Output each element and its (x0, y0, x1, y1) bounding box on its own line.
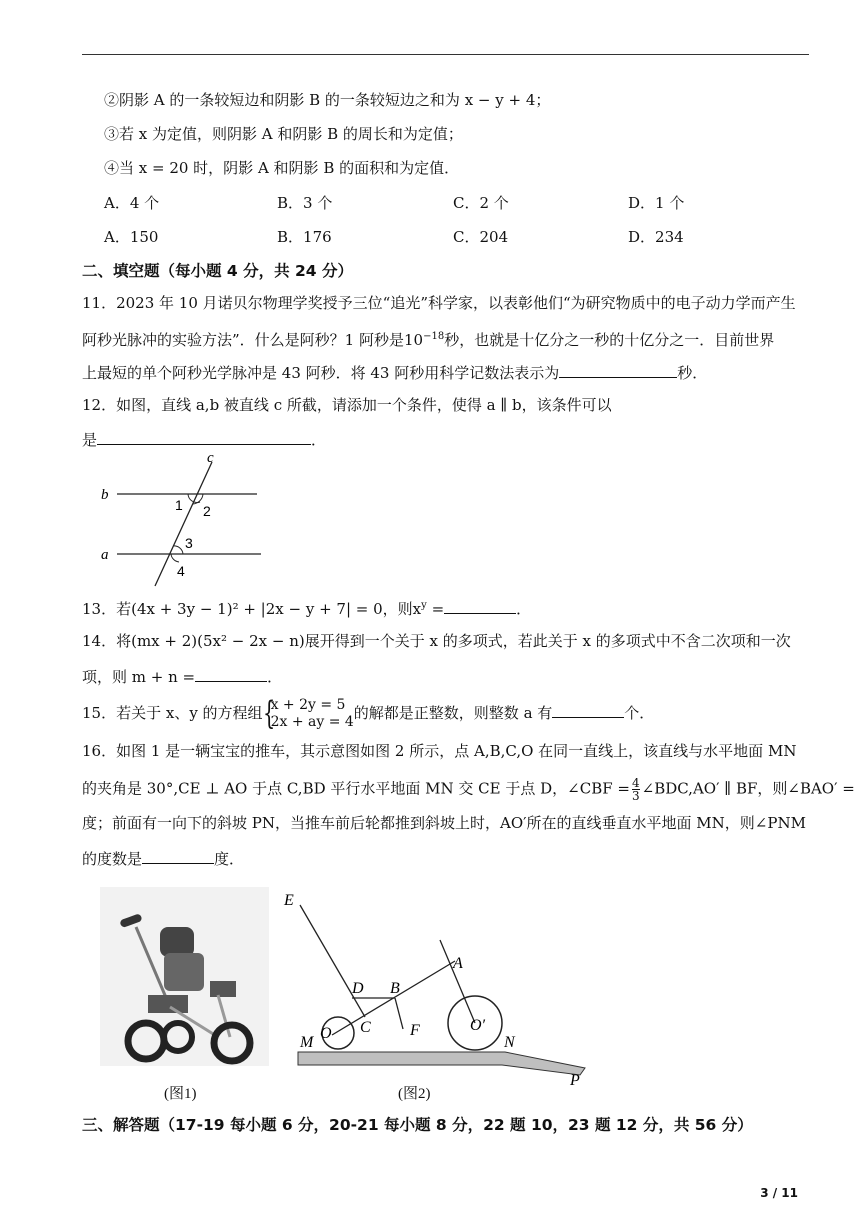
label-F: F (410, 1022, 420, 1039)
angle-arc-4 (171, 554, 179, 562)
option-c-row1: C．2 个 (453, 194, 509, 212)
label-N: N (504, 1034, 515, 1051)
label-B: B (390, 980, 400, 997)
label-angle-2: 2 (203, 503, 211, 519)
option-d-row1: D．1 个 (628, 194, 685, 212)
label-E: E (284, 892, 294, 909)
line-CE (300, 905, 365, 1017)
label-A: A (453, 955, 463, 972)
label-D: D (352, 980, 364, 997)
option-b-row2: B．176 (277, 228, 332, 246)
equation-system: { x + 2y = 5 2x + ay = 4 (262, 694, 354, 732)
q14-answer-blank[interactable] (195, 665, 267, 682)
q11-line3: 上最短的单个阿秒光学脉冲是 43 阿秒．将 43 阿秒用科学记数法表示为 秒． (82, 361, 707, 383)
q15-answer-blank[interactable] (552, 701, 624, 718)
q16-answer-blank[interactable] (142, 847, 214, 864)
label-c: c (207, 450, 214, 466)
statement-3: ③若 x 为定值，则阴影 A 和阴影 B 的周长和为定值； (104, 125, 463, 143)
label-O: O (320, 1025, 332, 1042)
section-3-title: 三、解答题（17-19 每小题 6 分，20-21 每小题 8 分，22 题 10，23 题 12 分，共 56 分） (82, 1116, 753, 1134)
q16-line4: 的度数是 度． (82, 847, 244, 869)
line-BF (395, 998, 403, 1029)
label-M: M (300, 1034, 314, 1051)
ground-slope (298, 1052, 585, 1075)
q14-line2: 项，则 m + n = ． (82, 665, 282, 687)
q15-line: 15．若关于 x、y 的方程组 { x + 2y = 5 2x + ay = 4 的解都是正整数，则整数 a 有 个． (82, 694, 655, 732)
label-P: P (570, 1072, 580, 1085)
q13-line: 13．若(4x + 3y − 1)² + |2x − y + 7| = 0，则$x^y$ = ． (82, 596, 531, 619)
option-a-row1: A．4 个 (104, 194, 160, 212)
q14-line1: 14．将(mx + 2)(5x² − 2x − n)展开得到一个关于 x 的多项式，若此关于 x 的多项式中不含二次项和一次 (82, 632, 791, 650)
figure-2-caption: (图2) (398, 1086, 431, 1102)
q11-line2: 阿秒光脉冲的实验方法”．什么是阿秒？1 阿秒是$10^{-18}$秒，也就是十亿分之一秒的十亿分之一．目前世界 (82, 331, 775, 349)
q16-line2: 的夹角是 30°,CE ⊥ AO 于点 C,BD 平行水平地面 MN 交 CE 于点 D，∠CBF = $\frac{4}{3}$ ∠BDC,AO′ ∥ BF，则∠BAO′ = (82, 776, 855, 803)
label-a: a (101, 547, 109, 563)
page-number: 3 / 11 (760, 1186, 798, 1200)
section-2-title: 二、填空题（每小题 4 分，共 24 分） (82, 262, 353, 280)
q11-answer-blank[interactable] (559, 361, 677, 378)
label-angle-1: 1 (175, 497, 183, 513)
figure-1-caption: (图1) (164, 1086, 197, 1102)
label-angle-4: 4 (177, 563, 185, 579)
q12-line1: 12．如图，直线 a,b 被直线 c 所截，请添加一个条件，使得 a ∥ b，该条件可以 (82, 396, 612, 414)
label-C: C (360, 1019, 371, 1036)
q12-answer-blank[interactable] (97, 428, 311, 445)
option-a-row2: A．150 (104, 228, 159, 246)
stroller-diagram-figure (280, 885, 590, 1085)
statement-2: ②阴影 A 的一条较短边和阴影 B 的一条较短边之和为 x − y + 4； (104, 91, 551, 109)
stroller-photo (100, 887, 269, 1066)
statement-4: ④当 x = 20 时，阴影 A 和阴影 B 的面积和为定值． (104, 159, 460, 177)
stroller-illustration (100, 887, 269, 1066)
q12-parallel-lines-figure (95, 448, 275, 588)
q11-line1: 11．2023 年 10 月诺贝尔物理学奖授予三位“追光”科学家，以表彰他们“为研究物质中的电子动力学而产生 (82, 294, 796, 312)
label-angle-3: 3 (185, 535, 193, 551)
option-c-row2: C．204 (453, 228, 509, 246)
option-b-row1: B．3 个 (277, 194, 333, 212)
header-rule (82, 54, 809, 55)
option-d-row2: D．234 (628, 228, 684, 246)
line-AO-prime (440, 940, 475, 1023)
q16-line3: 度；前面有一向下的斜坡 PN，当推车前后轮都推到斜坡上时，AO′所在的直线垂直水平地面 MN，则∠PNM (82, 814, 806, 832)
label-O-prime: O′ (470, 1017, 486, 1034)
angle-arc-3 (173, 546, 183, 554)
q16-line1: 16．如图 1 是一辆宝宝的推车，其示意图如图 2 所示，点 A,B,C,O 在同一直线上，该直线与水平地面 MN (82, 742, 797, 760)
label-b: b (101, 487, 109, 503)
q12-line2: 是 ． (82, 428, 326, 450)
q13-answer-blank[interactable] (444, 597, 516, 614)
